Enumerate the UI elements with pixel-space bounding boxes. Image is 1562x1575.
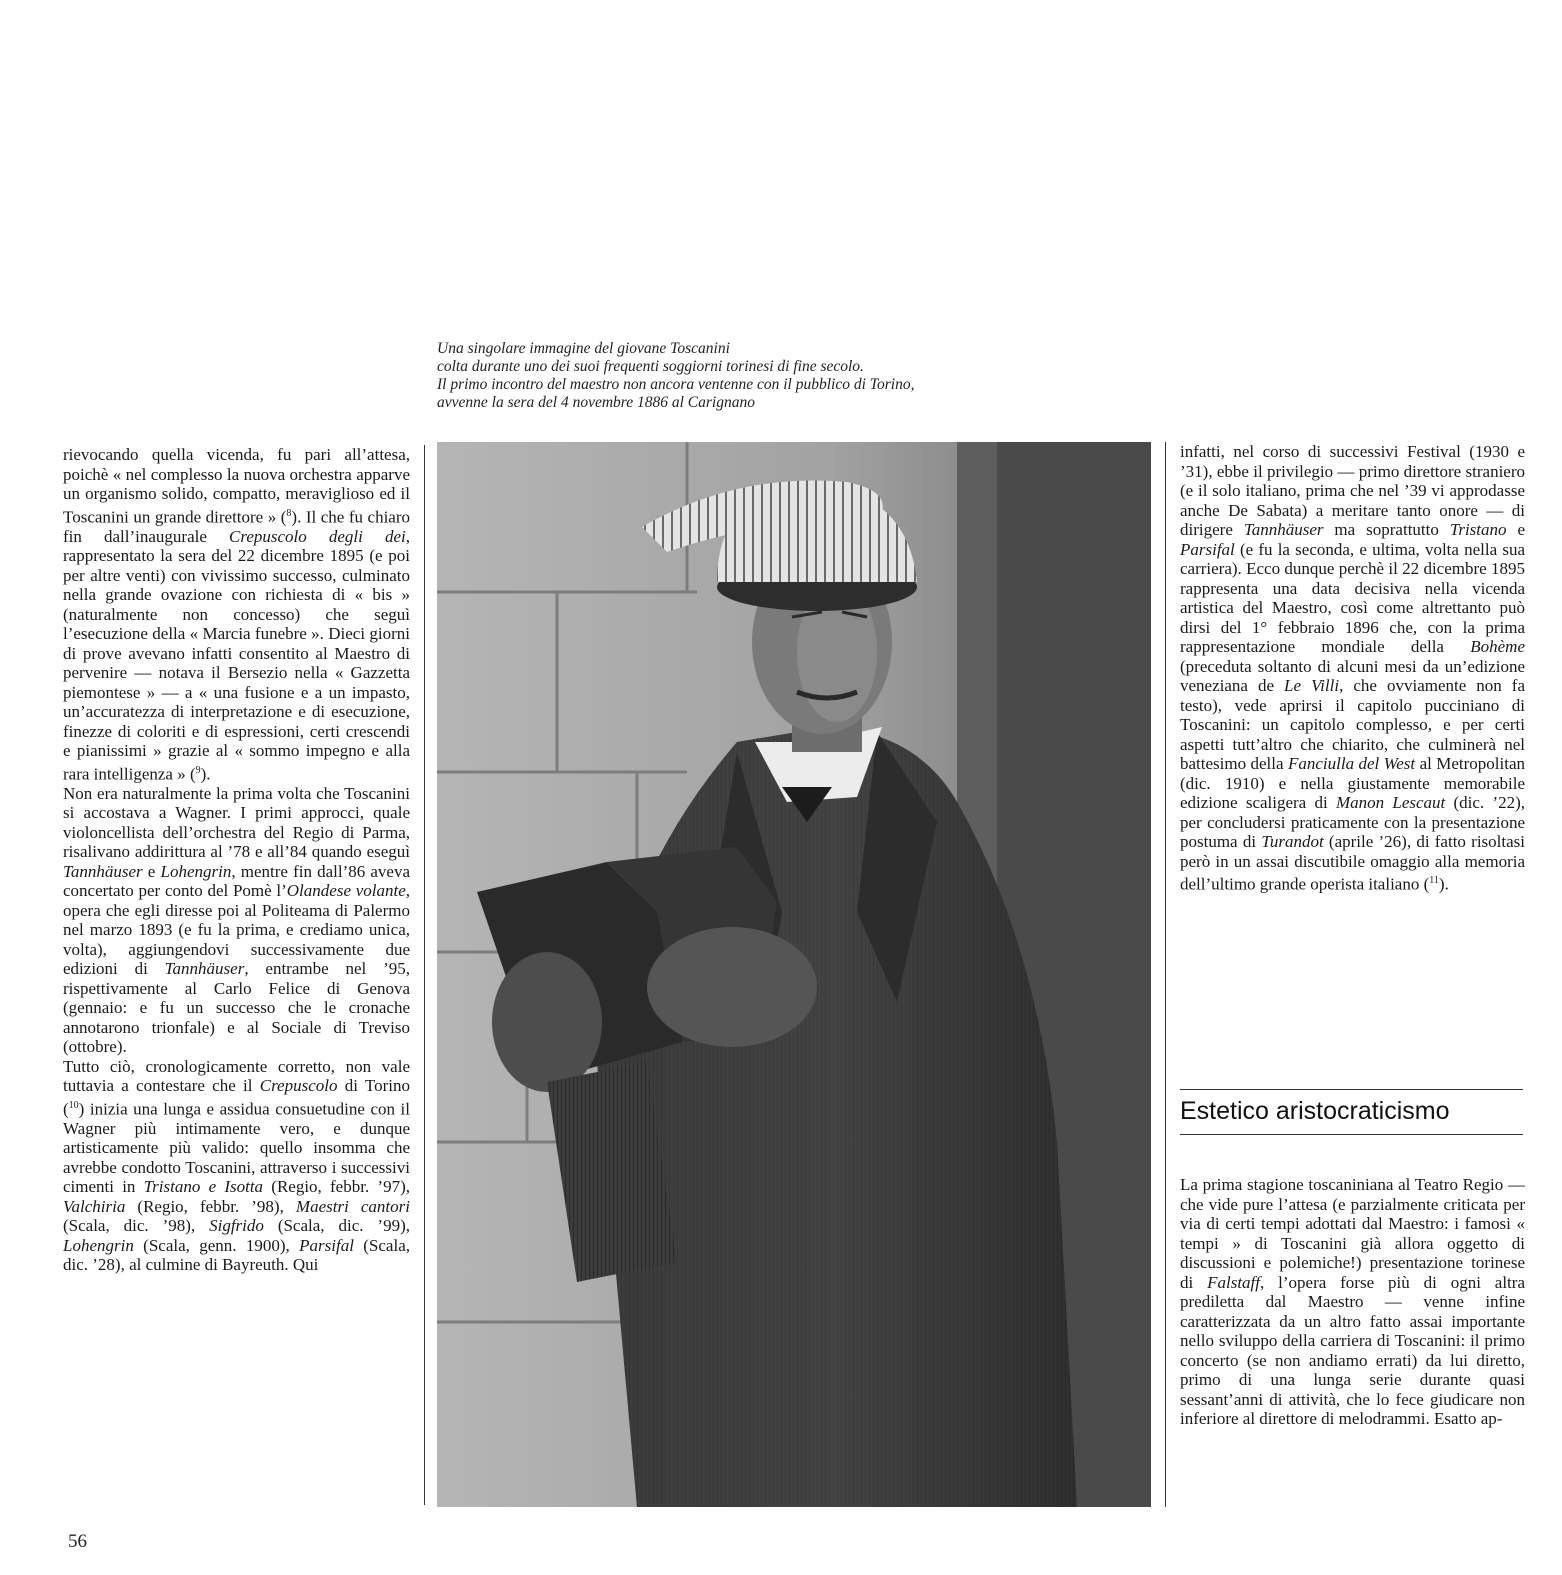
section-title: Estetico aristocraticismo — [1180, 1097, 1450, 1125]
section-heading — [1180, 1089, 1523, 1135]
caption-line: Il primo incontro del maestro non ancora ventenne con il pubblico di Torino, — [437, 376, 915, 393]
column-divider — [424, 445, 425, 1505]
column-divider — [1165, 442, 1166, 1507]
toscanini-photograph — [437, 442, 1151, 1507]
paragraph: La prima stagione toscaniniana al Teatro Regio — che vide pure l’attesa (e parzialmente criticata per via di certi tempi adottati dal Maestro: i famosi « tempi » di Toscanini già allora oggetto di discussioni e polemiche!) presentazione torinese di Falstaff, l’opera forse più di ogni altra prediletta dal Maestro — venne infine caratterizzata da un altro fatto assai importante nello sviluppo della carriera di Toscanini: il primo concerto (se non andiamo errati) da lui diretto, primo di una lunga serie durante quasi sessant’anni di attività, che lo fece giudicare non inferiore al direttore di melodrammi. Esatto ap- — [1180, 1175, 1525, 1428]
right-text-column-bottom — [1180, 1175, 1525, 1510]
paragraph: rievocando quella vicenda, fu pari all’attesa, poichè « nel complesso la nuova orchestra apparve un organismo solido, compatto, meraviglioso ed il Toscanini un grande direttore » ($^8$). Il che fu chiaro fin dall’inaugurale Crepuscolo degli dei, rappresentato la sera del 22 dicembre 1895 (e poi per altre venti) con vivissimo successo, culminato nella grande ovazione con richiesta di « bis » (naturalmente non concesso) che seguì l’esecuzione della « Marcia funebre ». Dieci giorni di prove avevano infatti consentito al Maestro di pervenire — notava il Bersezio nella « Gazzetta piemontese » — a « una fusione e a un impasto, un’accuratezza di interpretazione e di esecuzione, finezze di coloriti e di espressioni, certi crescendi e pianissimi » grazie al « sommo impegno e alla rara intelligenza » ($^9$). — [63, 445, 410, 784]
right-text-column-top — [1180, 442, 1525, 1062]
paragraph: Tutto ciò, cronologicamente corretto, non vale tuttavia a contestare che il Crepuscolo di Torino ($^{10}$) inizia una lunga e assidua consuetudine con il Wagner più intimamente vero, e dunque artisticamente più valido: quello insomma che avrebbe condotto Toscanini, attraverso i successivi cimenti in Tristano e Isotta (Regio, febbr. ’97), Valchiria (Regio, febbr. ’98), Maestri cantori (Scala, dic. ’98), Sigfrido (Scala, dic. ’99), Lohengrin (Scala, genn. 1900), Parsifal (Scala, dic. ’28), al culmine di Bayreuth. Qui — [63, 1056, 410, 1275]
caption-line: Una singolare immagine del giovane Toscanini — [437, 340, 730, 357]
photo-caption — [437, 340, 1077, 412]
caption-line: avvenne la sera del 4 novembre 1886 al Carignano — [437, 394, 755, 411]
portrait-illustration — [437, 442, 1151, 1507]
caption-line: colta durante uno dei suoi frequenti soggiorni torinesi di fine secolo. — [437, 358, 864, 375]
paragraph: infatti, nel corso di successivi Festival (1930 e ’31), ebbe il privilegio — primo direttore straniero (e il solo italiano, prima che nel ’39 vi approdasse anche De Sabata) a meritare tanto onore — di dirigere Tannhäuser ma soprattutto Tristano e Parsifal (e fu la seconda, e ultima, volta nella sua carriera). Ecco dunque perchè il 22 dicembre 1895 rappresenta una data decisiva nella vicenda artistica del Maestro, così come altrettanto può dirsi del 1° febbraio 1896 che, con la prima rappresentazione mondiale della Bohème (preceduta soltanto di alcuni mesi da un’edizione veneziana de Le Villi, che ovviamente non fa testo), vede aprirsi il capitolo pucciniano di Toscanini: un capitolo complesso, e per certi aspetti tutt’altro che chiarito, che culminerà nel battesimo della Fanciulla del West al Metropolitan (dic. 1910) e nella giustamente memorabile edizione scaligera di Manon Lescaut (dic. ’22), per concludersi praticamente con la presentazione postuma di Turandot (aprile ’26), di fatto risoltasi però in un assai discutibile omaggio alla memoria dell’ultimo grande operista italiano ($^{11}$). — [1180, 442, 1525, 894]
page-number: 56 — [68, 1531, 87, 1552]
left-text-column — [63, 445, 410, 1500]
paragraph: Non era naturalmente la prima volta che Toscanini si accostava a Wagner. I primi approcci, quale violoncellista dell’orchestra del Regio di Parma, risalivano addirittura al ’78 e all’84 quando eseguì Tannhäuser e Lohengrin, mentre fin dall’86 aveva concertato per conto del Pomè l’Olandese volante, opera che egli diresse poi al Politeama di Palermo nel marzo 1893 (e fu la prima, e crediamo unica, volta), aggiungendovi successivamente due edizioni di Tannhäuser, entrambe nel ’95, rispettivamente al Carlo Felice di Genova (gennaio: e fu un successo che le cronache annotarono trionfale) e al Sociale di Treviso (ottobre). — [63, 783, 410, 1057]
